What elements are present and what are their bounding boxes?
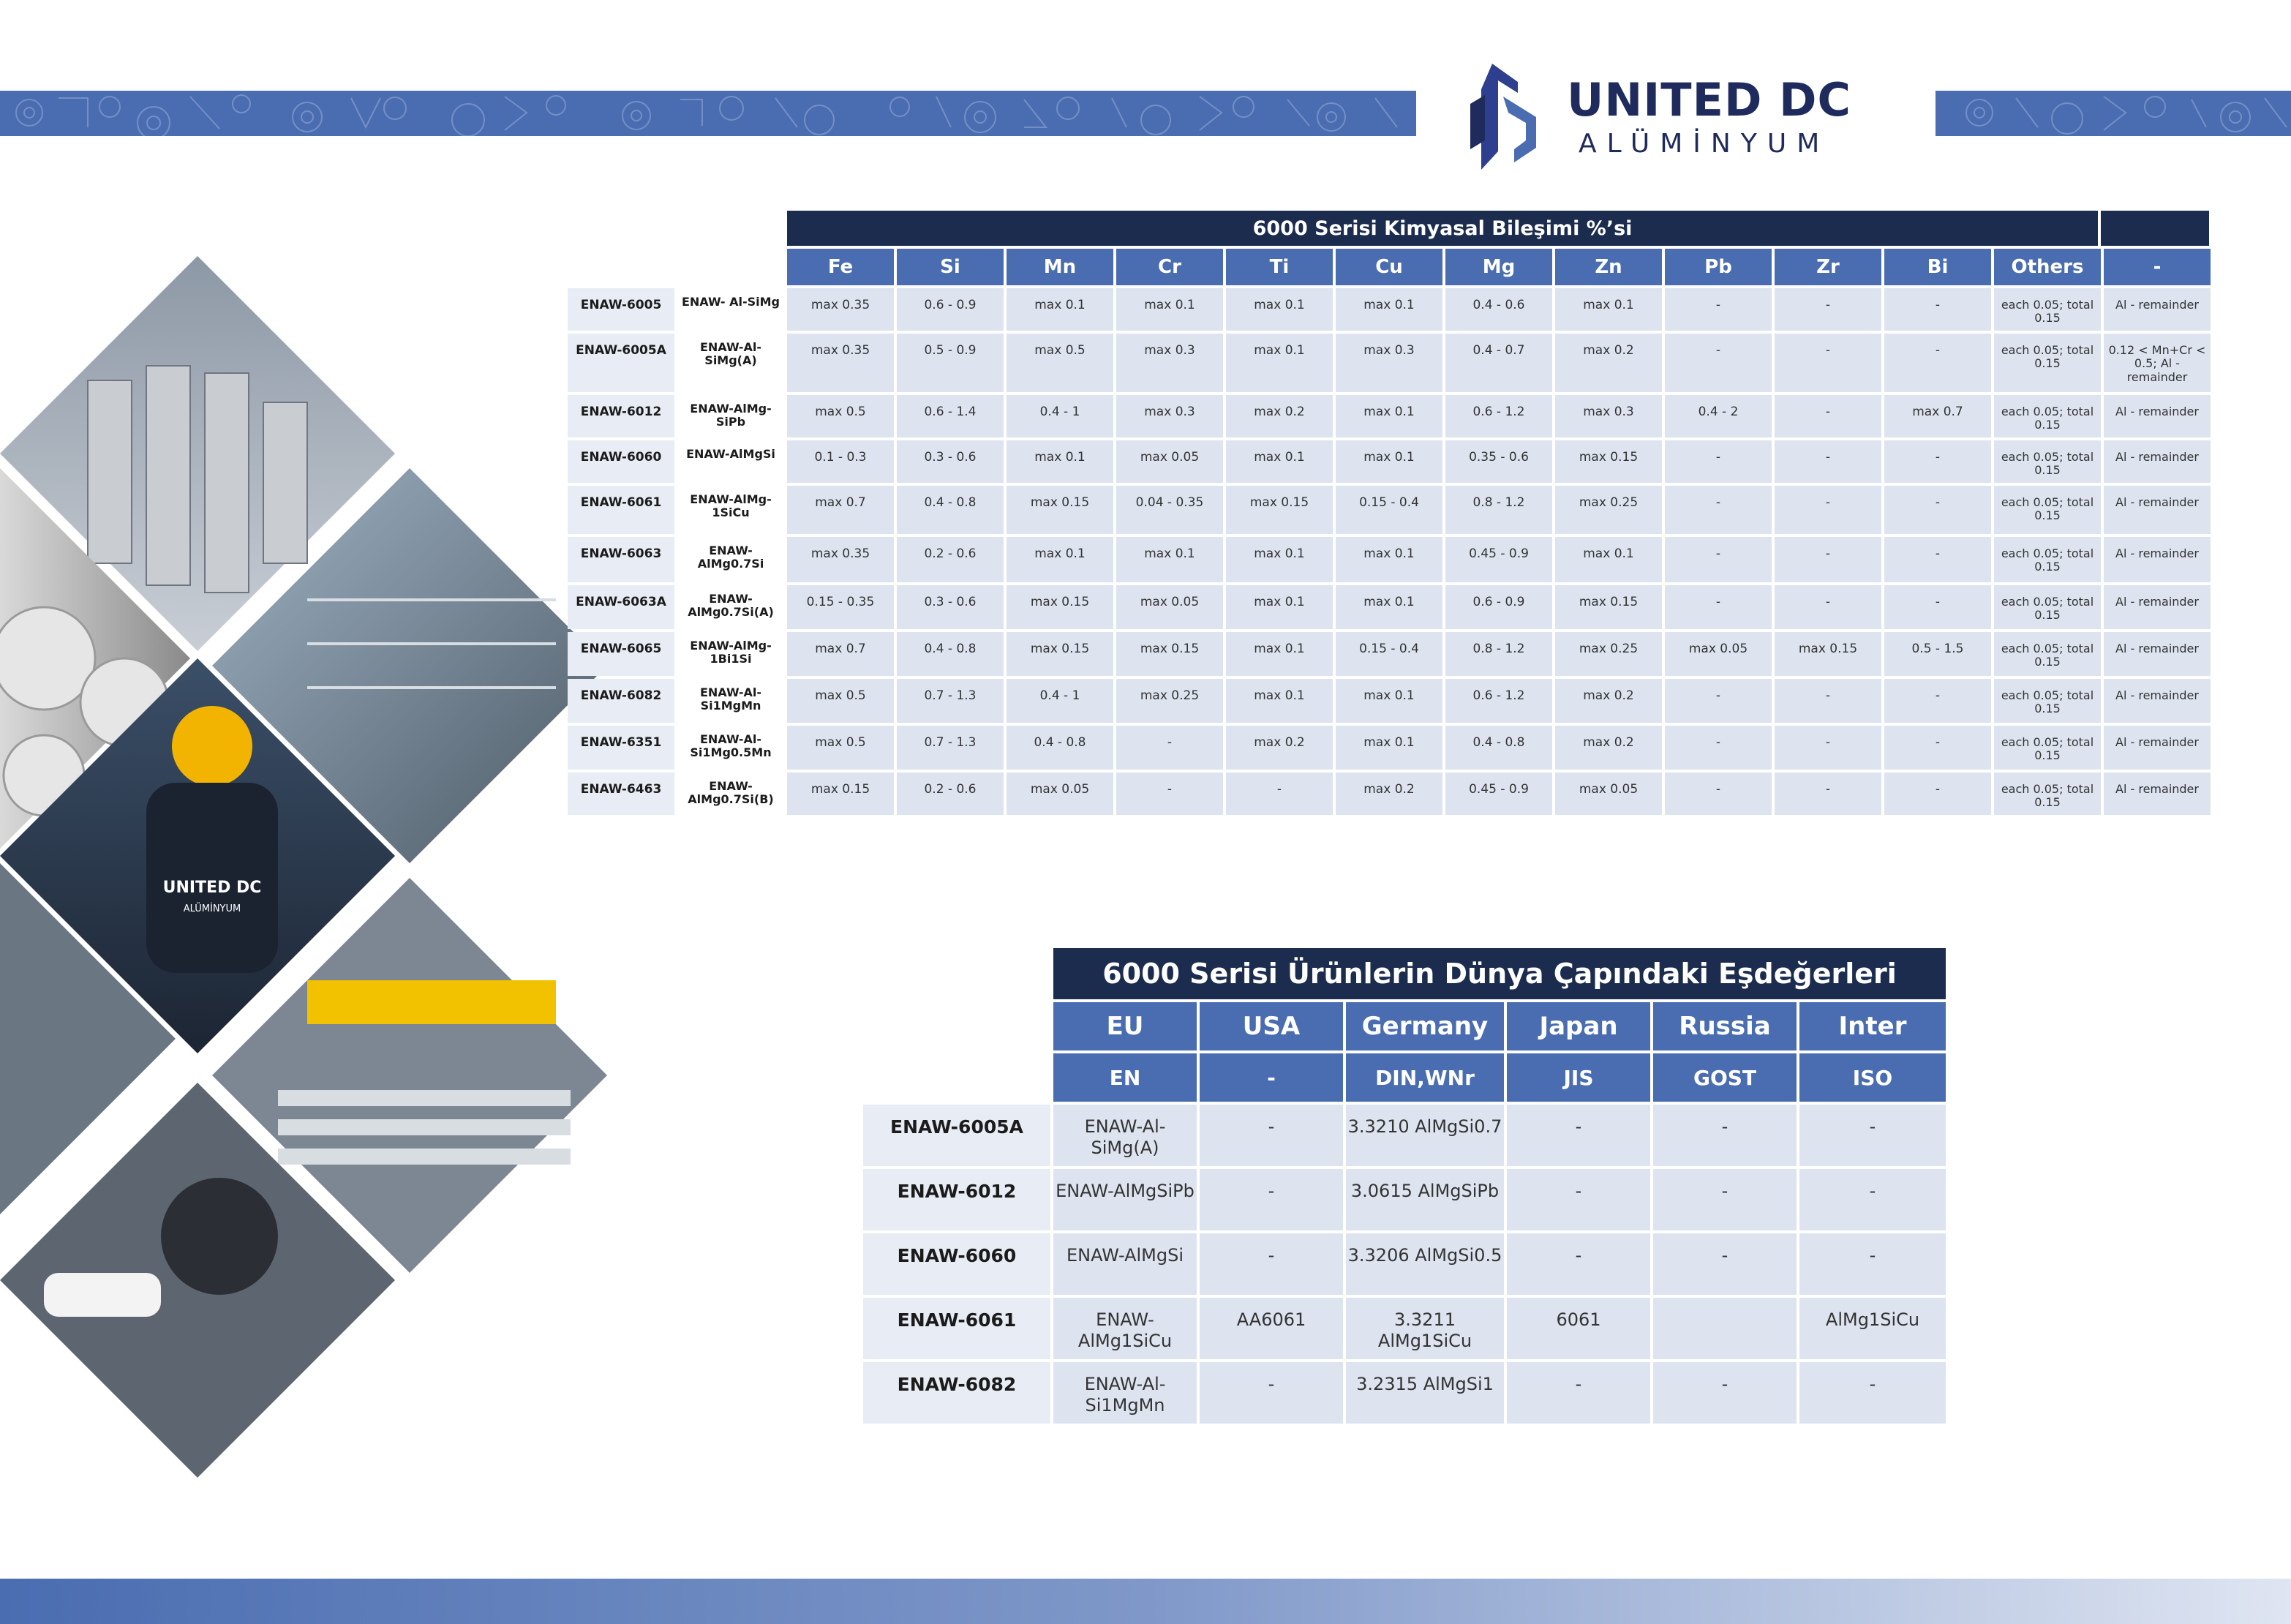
equivalent-value-cell: - — [1799, 1233, 1946, 1295]
equivalent-value-cell: - — [1799, 1362, 1946, 1424]
equivalent-value-cell: - — [1507, 1105, 1650, 1166]
standard-subheader: DIN,WNr — [1346, 1053, 1504, 1102]
equivalent-value-cell: ENAW-Al-SiMg(A) — [1053, 1105, 1197, 1166]
column-header: - — [2104, 249, 2211, 285]
standard-subheader: ISO — [1799, 1053, 1946, 1102]
element-value-cell: 0.7 - 1.3 — [897, 679, 1004, 723]
element-value-cell: max 0.35 — [787, 334, 894, 392]
element-value-cell: - — [1884, 440, 1991, 483]
element-value-cell: max 0.7 — [787, 632, 894, 676]
equivalent-value-cell: - — [1507, 1169, 1650, 1230]
equivalent-value-cell: ENAW-Al-Si1MgMn — [1053, 1362, 1197, 1424]
element-value-cell: max 0.1 — [1116, 537, 1223, 582]
region-header: EU — [1053, 1002, 1197, 1050]
element-value-cell: 0.6 - 0.9 — [897, 288, 1004, 331]
element-value-cell: Al - remainder — [2104, 440, 2211, 483]
header-pattern-band-left — [0, 91, 1416, 136]
equivalent-value-cell: 3.2315 AlMgSi1 — [1346, 1362, 1504, 1424]
header-pattern-band-right — [1936, 91, 2291, 136]
element-value-cell: each 0.05; total 0.15 — [1994, 288, 2101, 331]
element-value-cell: 0.3 - 0.6 — [897, 440, 1004, 483]
equivalent-value-cell: ENAW-AlMgSiPb — [1053, 1169, 1197, 1230]
worker-jacket-subtext: ALÜMİNYUM — [183, 903, 241, 914]
equivalent-value-cell: ENAW-AlMg1SiCu — [1053, 1298, 1197, 1359]
gear-pattern-icon — [1936, 91, 2291, 136]
equivalent-value-cell — [1653, 1298, 1797, 1359]
element-value-cell: - — [1665, 334, 1772, 392]
element-value-cell: - — [1665, 679, 1772, 723]
alloy-designation: ENAW-AlMgSi — [677, 440, 784, 483]
element-value-cell: - — [1665, 537, 1772, 582]
element-value-cell: - — [1775, 486, 1881, 534]
column-header: Cr — [1116, 249, 1223, 285]
element-value-cell: max 0.5 — [787, 395, 894, 437]
column-header: Cu — [1336, 249, 1442, 285]
element-value-cell: - — [1884, 288, 1991, 331]
element-value-cell: each 0.05; total 0.15 — [1994, 334, 2101, 392]
element-value-cell: max 0.1 — [1226, 537, 1333, 582]
equivalent-value-cell: 6061 — [1507, 1298, 1650, 1359]
element-value-cell: Al - remainder — [2104, 726, 2211, 770]
region-header: Japan — [1507, 1002, 1650, 1050]
element-value-cell: max 0.05 — [1116, 440, 1223, 483]
element-value-cell: Al - remainder — [2104, 288, 2211, 331]
column-header: Ti — [1226, 249, 1333, 285]
element-value-cell: max 0.1 — [1007, 440, 1113, 483]
element-value-cell: max 0.15 — [1116, 632, 1223, 676]
element-value-cell: - — [1775, 537, 1881, 582]
equivalent-value-cell: - — [1200, 1233, 1343, 1295]
element-value-cell: 0.1 - 0.3 — [787, 440, 894, 483]
equivalent-value-cell: 3.3211 AlMg1SiCu — [1346, 1298, 1504, 1359]
element-value-cell: max 0.1 — [1555, 288, 1662, 331]
element-value-cell: - — [1884, 772, 1991, 815]
element-value-cell: - — [1116, 772, 1223, 815]
element-value-cell: max 0.5 — [787, 726, 894, 770]
element-value-cell: each 0.05; total 0.15 — [1994, 585, 2101, 629]
element-value-cell: each 0.05; total 0.15 — [1994, 772, 2101, 815]
alloy-code: ENAW-6082 — [568, 679, 674, 723]
column-header: Fe — [787, 249, 894, 285]
equivalents-table-title: 6000 Serisi Ürünlerin Dünya Çapındaki Eşdeğerleri — [1053, 948, 1946, 999]
element-value-cell: max 0.1 — [1116, 288, 1223, 331]
element-value-cell: 0.4 - 0.8 — [1007, 726, 1113, 770]
element-value-cell: max 0.1 — [1336, 395, 1442, 437]
alloy-code: ENAW-6061 — [863, 1298, 1050, 1359]
table-row — [568, 288, 2209, 331]
table-row — [568, 772, 2209, 815]
element-value-cell: 0.2 - 0.6 — [897, 537, 1004, 582]
element-value-cell: max 0.15 — [1775, 632, 1881, 676]
alloy-designation: ENAW-AlMg-1SiCu — [677, 486, 784, 534]
table-row — [568, 486, 2209, 534]
column-header: Others — [1994, 249, 2101, 285]
element-value-cell: 0.4 - 1 — [1007, 395, 1113, 437]
element-value-cell: max 0.2 — [1226, 726, 1333, 770]
element-value-cell: 0.15 - 0.4 — [1336, 632, 1442, 676]
alloy-designation: ENAW-AlMg0.7Si(A) — [677, 585, 784, 629]
standard-subheader: - — [1200, 1053, 1343, 1102]
element-value-cell: 0.12 < Mn+Cr < 0.5; Al - remainder — [2104, 334, 2211, 392]
element-value-cell: max 0.7 — [1884, 395, 1991, 437]
united-dc-logo-icon — [1463, 60, 1543, 170]
alloy-code: ENAW-6061 — [568, 486, 674, 534]
element-value-cell: 0.4 - 0.8 — [1445, 726, 1552, 770]
company-logo — [1463, 60, 1858, 170]
alloy-code: ENAW-6012 — [568, 395, 674, 437]
element-value-cell: 0.6 - 0.9 — [1445, 585, 1552, 629]
equivalent-value-cell: ENAW-AlMgSi — [1053, 1233, 1197, 1295]
equivalent-value-cell: AlMg1SiCu — [1799, 1298, 1946, 1359]
equivalent-value-cell: - — [1653, 1233, 1797, 1295]
alloy-code: ENAW-6351 — [568, 726, 674, 770]
equivalent-value-cell: 3.3210 AlMgSi0.7 — [1346, 1105, 1504, 1166]
element-value-cell: - — [1665, 440, 1772, 483]
element-value-cell: - — [1665, 288, 1772, 331]
equivalent-value-cell: AA6061 — [1200, 1298, 1343, 1359]
element-value-cell: - — [1775, 288, 1881, 331]
element-value-cell: - — [1884, 486, 1991, 534]
equivalent-value-cell: - — [1799, 1105, 1946, 1166]
collage-svg — [0, 249, 607, 1492]
element-value-cell: each 0.05; total 0.15 — [1994, 679, 2101, 723]
element-value-cell: - — [1665, 585, 1772, 629]
element-value-cell: max 0.3 — [1555, 395, 1662, 437]
element-value-cell: 0.15 - 0.35 — [787, 585, 894, 629]
element-value-cell: - — [1775, 726, 1881, 770]
column-header: Zr — [1775, 249, 1881, 285]
element-value-cell: max 0.1 — [1226, 632, 1333, 676]
alloy-designation: ENAW- Al-SiMg — [677, 288, 784, 331]
equivalent-value-cell: - — [1507, 1233, 1650, 1295]
factory-photo-collage — [0, 249, 607, 1492]
element-value-cell: 0.2 - 0.6 — [897, 772, 1004, 815]
standard-subheader: GOST — [1653, 1053, 1797, 1102]
equivalent-value-cell: - — [1507, 1362, 1650, 1424]
equivalent-value-cell: 3.0615 AlMgSiPb — [1346, 1169, 1504, 1230]
element-value-cell: Al - remainder — [2104, 537, 2211, 582]
element-value-cell: max 0.1 — [1336, 440, 1442, 483]
table-row — [568, 537, 2209, 582]
alloy-designation: ENAW-AlMg0.7Si(B) — [677, 772, 784, 815]
alloy-code: ENAW-6005 — [568, 288, 674, 331]
table-row — [568, 440, 2209, 483]
element-value-cell: each 0.05; total 0.15 — [1994, 726, 2101, 770]
region-header: Inter — [1799, 1002, 1946, 1050]
alloy-code: ENAW-6060 — [863, 1233, 1050, 1295]
equivalent-value-cell: - — [1200, 1105, 1343, 1166]
element-value-cell: 0.45 - 0.9 — [1445, 772, 1552, 815]
element-value-cell: max 0.05 — [1116, 585, 1223, 629]
alloy-code: ENAW-6463 — [568, 772, 674, 815]
element-value-cell: max 0.1 — [1226, 334, 1333, 392]
element-value-cell: - — [1884, 585, 1991, 629]
element-value-cell: max 0.35 — [787, 537, 894, 582]
equivalent-value-cell: - — [1799, 1169, 1946, 1230]
element-value-cell: 0.5 - 0.9 — [897, 334, 1004, 392]
element-value-cell: 0.04 - 0.35 — [1116, 486, 1223, 534]
alloy-code: ENAW-6005A — [863, 1105, 1050, 1166]
element-value-cell: max 0.25 — [1555, 486, 1662, 534]
element-value-cell: - — [1775, 395, 1881, 437]
element-value-cell: max 0.1 — [1336, 537, 1442, 582]
element-value-cell: max 0.15 — [1555, 440, 1662, 483]
column-header: Pb — [1665, 249, 1772, 285]
element-value-cell: max 0.1 — [1336, 288, 1442, 331]
element-value-cell: max 0.2 — [1555, 726, 1662, 770]
element-value-cell: - — [1775, 772, 1881, 815]
element-value-cell: 0.7 - 1.3 — [897, 726, 1004, 770]
element-value-cell: 0.8 - 1.2 — [1445, 486, 1552, 534]
element-value-cell: max 0.2 — [1336, 772, 1442, 815]
element-value-cell: max 0.1 — [1226, 440, 1333, 483]
alloy-code: ENAW-6063 — [568, 537, 674, 582]
alloy-designation: ENAW-Al-Si1MgMn — [677, 679, 784, 723]
element-value-cell: max 0.3 — [1116, 395, 1223, 437]
element-value-cell: Al - remainder — [2104, 772, 2211, 815]
element-value-cell: 0.45 - 0.9 — [1445, 537, 1552, 582]
element-value-cell: max 0.1 — [1226, 585, 1333, 629]
table-row — [568, 726, 2209, 770]
element-value-cell: max 0.15 — [1007, 585, 1113, 629]
element-value-cell: - — [1116, 726, 1223, 770]
element-value-cell: 0.8 - 1.2 — [1445, 632, 1552, 676]
element-value-cell: max 0.2 — [1555, 679, 1662, 723]
element-value-cell: max 0.1 — [1226, 679, 1333, 723]
column-header: Bi — [1884, 249, 1991, 285]
composition-table-title: 6000 Serisi Kimyasal Bileşimi %’si — [787, 211, 2101, 246]
element-value-cell: 0.4 - 0.8 — [897, 632, 1004, 676]
element-value-cell: each 0.05; total 0.15 — [1994, 486, 2101, 534]
alloy-designation: ENAW-AlMg0.7Si — [677, 537, 784, 582]
element-value-cell: 0.4 - 0.8 — [897, 486, 1004, 534]
element-value-cell: Al - remainder — [2104, 585, 2211, 629]
element-value-cell: 0.5 - 1.5 — [1884, 632, 1991, 676]
element-value-cell: max 0.05 — [1007, 772, 1113, 815]
element-value-cell: 0.35 - 0.6 — [1445, 440, 1552, 483]
element-value-cell: each 0.05; total 0.15 — [1994, 632, 2101, 676]
logo-subtitle: ALÜMİNYUM — [1579, 129, 1830, 159]
alloy-code: ENAW-6063A — [568, 585, 674, 629]
element-value-cell: Al - remainder — [2104, 679, 2211, 723]
element-value-cell: each 0.05; total 0.15 — [1994, 440, 2101, 483]
element-value-cell: max 0.05 — [1555, 772, 1662, 815]
element-value-cell: Al - remainder — [2104, 395, 2211, 437]
region-header: Russia — [1653, 1002, 1797, 1050]
alloy-code: ENAW-6065 — [568, 632, 674, 676]
element-value-cell: max 0.1 — [1336, 726, 1442, 770]
element-value-cell: 0.15 - 0.4 — [1336, 486, 1442, 534]
element-value-cell: - — [1775, 334, 1881, 392]
element-value-cell: - — [1226, 772, 1333, 815]
element-value-cell: Al - remainder — [2104, 632, 2211, 676]
element-value-cell: - — [1775, 585, 1881, 629]
element-value-cell: 0.4 - 1 — [1007, 679, 1113, 723]
region-header: Germany — [1346, 1002, 1504, 1050]
element-value-cell: 0.4 - 2 — [1665, 395, 1772, 437]
column-header: Mn — [1007, 249, 1113, 285]
standard-subheader: JIS — [1507, 1053, 1650, 1102]
column-header: Mg — [1445, 249, 1552, 285]
element-value-cell: max 0.2 — [1555, 334, 1662, 392]
alloy-designation: ENAW-AlMg-1Bi1Si — [677, 632, 784, 676]
equivalent-value-cell: 3.3206 AlMgSi0.5 — [1346, 1233, 1504, 1295]
element-value-cell: max 0.15 — [1007, 632, 1113, 676]
element-value-cell: - — [1665, 772, 1772, 815]
world-equivalents-table — [863, 948, 1946, 1431]
equivalent-value-cell: - — [1200, 1362, 1343, 1424]
element-value-cell: each 0.05; total 0.15 — [1994, 395, 2101, 437]
element-value-cell: max 0.1 — [1007, 537, 1113, 582]
element-value-cell: max 0.15 — [1226, 486, 1333, 534]
element-value-cell: max 0.15 — [1555, 585, 1662, 629]
column-header: Zn — [1555, 249, 1662, 285]
element-value-cell: 0.6 - 1.2 — [1445, 395, 1552, 437]
element-value-cell: max 0.5 — [1007, 334, 1113, 392]
element-value-cell: max 0.05 — [1665, 632, 1772, 676]
element-value-cell: 0.3 - 0.6 — [897, 585, 1004, 629]
table-row — [568, 585, 2209, 629]
element-value-cell: max 0.1 — [1226, 288, 1333, 331]
element-value-cell: max 0.1 — [1555, 537, 1662, 582]
standard-subheader: EN — [1053, 1053, 1197, 1102]
alloy-code: ENAW-6060 — [568, 440, 674, 483]
element-value-cell: - — [1775, 440, 1881, 483]
alloy-designation: ENAW-AlMg-SiPb — [677, 395, 784, 437]
table-row — [568, 632, 2209, 676]
element-value-cell: max 0.5 — [787, 679, 894, 723]
equivalent-value-cell: - — [1200, 1169, 1343, 1230]
element-value-cell: max 0.2 — [1226, 395, 1333, 437]
element-value-cell: max 0.35 — [787, 288, 894, 331]
element-value-cell: - — [1884, 537, 1991, 582]
alloy-code: ENAW-6082 — [863, 1362, 1050, 1424]
equivalent-value-cell: - — [1653, 1105, 1797, 1166]
element-value-cell: 0.4 - 0.7 — [1445, 334, 1552, 392]
gear-pattern-icon — [0, 91, 1416, 136]
element-value-cell: max 0.3 — [1336, 334, 1442, 392]
column-header: Si — [897, 249, 1004, 285]
element-value-cell: - — [1884, 726, 1991, 770]
chemical-composition-table — [568, 211, 2209, 825]
alloy-designation: ENAW-Al-Si1Mg0.5Mn — [677, 726, 784, 770]
element-value-cell: max 0.15 — [1007, 486, 1113, 534]
element-value-cell: max 0.1 — [1336, 679, 1442, 723]
element-value-cell: max 0.1 — [1336, 585, 1442, 629]
element-value-cell: - — [1884, 334, 1991, 392]
element-value-cell: max 0.7 — [787, 486, 894, 534]
element-value-cell: - — [1775, 679, 1881, 723]
element-value-cell: - — [1884, 679, 1991, 723]
element-value-cell: 0.4 - 0.6 — [1445, 288, 1552, 331]
element-value-cell: max 0.1 — [1007, 288, 1113, 331]
element-value-cell: 0.6 - 1.4 — [897, 395, 1004, 437]
logo-title: UNITED DC — [1567, 73, 1851, 127]
element-value-cell: max 0.25 — [1555, 632, 1662, 676]
footer-gradient-band — [0, 1579, 2291, 1624]
region-header: USA — [1200, 1002, 1343, 1050]
equivalent-value-cell: - — [1653, 1169, 1797, 1230]
alloy-code: ENAW-6005A — [568, 334, 674, 392]
alloy-designation: ENAW-Al-SiMg(A) — [677, 334, 784, 392]
element-value-cell: Al - remainder — [2104, 486, 2211, 534]
element-value-cell: max 0.25 — [1116, 679, 1223, 723]
element-value-cell: each 0.05; total 0.15 — [1994, 537, 2101, 582]
alloy-code: ENAW-6012 — [863, 1169, 1050, 1230]
composition-title-right-bar — [2101, 211, 2209, 246]
element-value-cell: 0.6 - 1.2 — [1445, 679, 1552, 723]
table-row — [568, 334, 2209, 392]
element-value-cell: - — [1665, 726, 1772, 770]
table-row — [568, 679, 2209, 723]
equivalent-value-cell: - — [1653, 1362, 1797, 1424]
element-value-cell: - — [1665, 486, 1772, 534]
worker-jacket-text: UNITED DC — [162, 879, 262, 897]
table-row — [568, 395, 2209, 437]
element-value-cell: max 0.15 — [787, 772, 894, 815]
element-value-cell: max 0.3 — [1116, 334, 1223, 392]
